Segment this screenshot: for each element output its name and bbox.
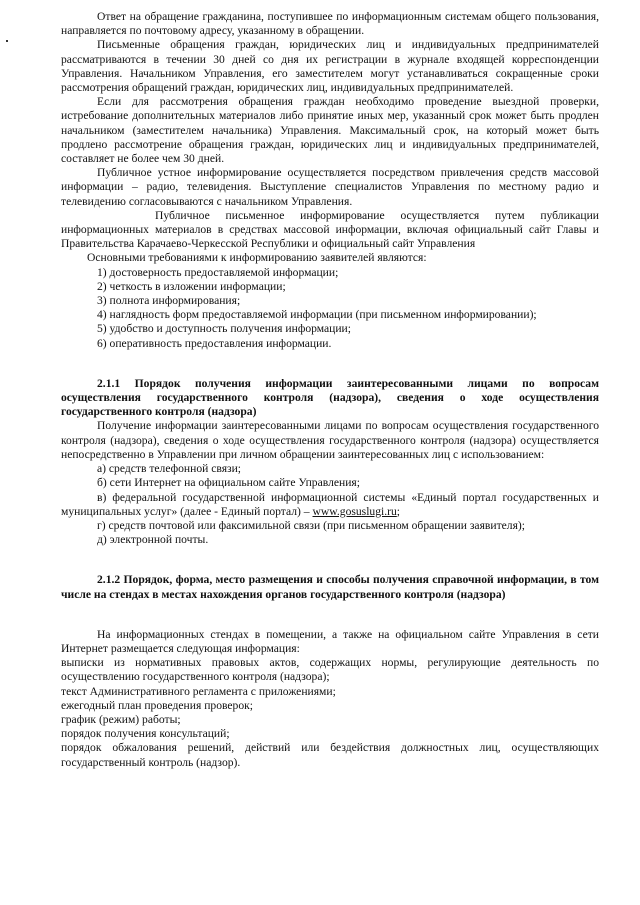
section-heading-2-1-1: 2.1.1 Порядок получения информации заинтересованными лицами по вопросам осуществления государственного контроля (надзора), сведения о ходе осуществления государственного контроля (надзора) xyxy=(61,376,599,419)
list-item: 4) наглядность форм предоставляемой информации (при письменном информировании); xyxy=(97,308,537,322)
list-item: 3) полнота информирования; xyxy=(97,294,241,308)
gosuslugi-link[interactable]: www.gosuslugi.ru xyxy=(312,504,397,518)
paragraph-written-appeals: Письменные обращения граждан, юридических лиц и индивидуальных предпринимателей рассматриваются в течении 30 дней со дня их регистрации в журнале входящей корреспонденции Управления. Начальником Управления, его заместителем могут устанавливаться сокращенные сроки рассмотрения обращений граждан, юридических лиц, индивидуальных предпринимателей. xyxy=(61,38,599,95)
list-item: 5) удобство и доступность получения информации; xyxy=(97,322,351,336)
list-item: д) электронной почты. xyxy=(97,533,209,547)
paragraph-stands: На информационных стендах в помещении, а также на официальном сайте Управления в сети Интернет размещается следующая информация: xyxy=(61,627,599,655)
list-item: график (режим) работы; xyxy=(61,712,181,726)
paragraph-reply: Ответ на обращение гражданина, поступившее по информационным системам общего пользования, направляется по почтовому адресу, указанному в обращении. xyxy=(61,10,599,38)
paragraph-extension: Если для рассмотрения обращения граждан необходимо проведение выездной проверки, истребование дополнительных материалов либо принятие иных мер, указанный срок может быть продлен начальником (заместителем начальника) Управления. Максимальный срок, на который может быть продлено рассмотрение обращения граждан, юридических лиц и индивидуальных предпринимателей, составляет не более чем 30 дней. xyxy=(61,95,599,166)
methods-list xyxy=(61,462,599,547)
portal-end: ; xyxy=(396,504,401,518)
requirements-intro: Основными требованиями к информированию заявителей являются: xyxy=(87,251,427,265)
list-item: 2) четкость в изложении информации; xyxy=(97,279,286,293)
list-item: 6) оперативность предоставления информации. xyxy=(97,336,332,350)
list-item: ежегодный план проведения проверок; xyxy=(61,698,253,712)
portal-text: в) федеральной государственной информационной системы «Единый портал государственных и муниципальных услуг» (далее - Единый портал) – xyxy=(61,490,599,518)
paragraph-oral-informing: Публичное устное информирование осуществляется посредством привлечения средств массовой информации – радио, телевидения. Выступление специалистов Управления по местному радио и телевидению согласовываются с начальником Управления. xyxy=(61,166,599,208)
paragraph-written-informing: Публичное письменное информирование осуществляется путем публикации информационных материалов в средствах массовой информации, включая официальный сайт Главы и Правительства Карачаево-Черкесской Республики и официальный сайт Управления xyxy=(61,208,599,251)
list-item: г) средств почтовой или факсимильной связи (при письменном обращении заявителя); xyxy=(97,518,525,532)
document-body xyxy=(61,10,599,770)
requirements-list xyxy=(61,266,599,351)
list-item: 1) достоверность предоставляемой информации; xyxy=(97,265,339,279)
list-item: текст Административного регламента с приложениями; xyxy=(61,684,336,698)
list-item: б) сети Интернет на официальном сайте Управления; xyxy=(97,476,360,490)
paragraph-obtaining-info: Получение информации заинтересованными лицами по вопросам осуществления государственного контроля (надзора), сведения о ходе осуществления государственного контроля (надзора) осуществляется непосредственно в Управлении при личном обращении заинтересованных лиц с использованием: xyxy=(61,419,599,461)
list-item: порядок получения консультаций; xyxy=(61,727,230,741)
list-item: а) средств телефонной связи; xyxy=(97,462,242,476)
scan-speck xyxy=(6,40,8,42)
info-list xyxy=(61,656,599,770)
list-item: порядок обжалования решений, действий или бездействия должностных лиц, осуществляющих государственный контроль (надзор). xyxy=(61,741,599,769)
list-item: выписки из нормативных правовых актов, содержащих нормы, регулирующие деятельность по осуществлению государственного контроля (надзора); xyxy=(61,656,599,684)
list-item-portal xyxy=(61,491,599,519)
section-heading-2-1-2: 2.1.2 Порядок, форма, место размещения и способы получения справочной информации, в том числе на стендах в местах нахождения органов государственного контроля (надзора) xyxy=(61,573,599,601)
